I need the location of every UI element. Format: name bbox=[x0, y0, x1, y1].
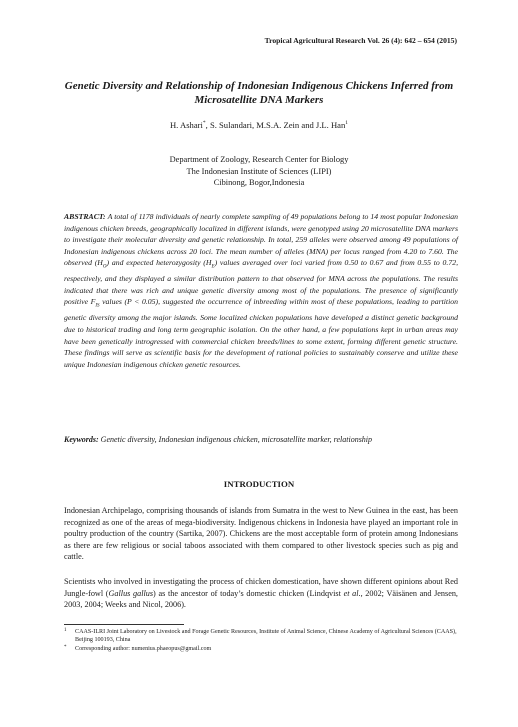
author-first-mark: * bbox=[202, 120, 206, 127]
abstract-text: A total of 1178 individuals of nearly complete sampling of 49 populations belong to 14 most popular Indonesian indigenous chicken breeds, geographically localized in different islands, were genotyped using 20 microsatellite DNA markers to investigate their molecular diversity and genetic relationship. In total, 259 alleles were observed among 49 populations of Indonesian indigenous chickens across 20 loci. The mean number of alleles (MNA) per locus ranged from 4.20 to 7.60. The observed (H bbox=[64, 212, 458, 268]
affiliation-line: Department of Zoology, Research Center for Biology bbox=[169, 155, 349, 164]
intro-text: Scientists who involved in investigating the process of chicken domestication, have shown different opinions about Red Jungle-fowl ( bbox=[64, 577, 458, 598]
abstract-subscript: O bbox=[102, 264, 107, 270]
affiliation-line: The Indonesian Institute of Sciences (LIPI) bbox=[186, 166, 332, 176]
intro-italic: Gallus gallus bbox=[108, 588, 154, 598]
section-heading: INTRODUCTION bbox=[223, 479, 295, 489]
footnote bbox=[64, 628, 458, 645]
footnote-mark: 1 bbox=[64, 628, 67, 633]
keywords-label: Keywords: bbox=[64, 435, 99, 444]
abstract-text: ) values averaged over loci varied from 0.50 to 0.67 and from 0.55 to 0.72, respectively, and they displayed a similar distribution pattern to that observed for MNA across the populations. The results indicated that there was rich and unique genetic diversity among most of the populations. The presence of significantly positive F bbox=[64, 258, 459, 307]
intro-paragraph bbox=[64, 576, 458, 611]
journal-header: Tropical Agricultural Research Vol. 26 (4): 642 – 654 (2015) bbox=[264, 36, 457, 45]
intro-text: ., 2002; Väisänen and Jensen, 2003, 2004; Weeks and Nicol, 2006). bbox=[64, 588, 458, 610]
footnote-text: CAAS-ILRI Joint Laboratory on Livestock and Forage Genetic Resources, Institute of Animal Science, Chinese Academy of Agricultural Sciences (CAAS), Beijing 100193, China bbox=[75, 629, 457, 644]
footnote-mark: * bbox=[64, 645, 67, 650]
footnote-text: Corresponding author: numenius.phaeopus@gmail.com bbox=[75, 646, 212, 652]
intro-text: ) as the ancestor of today’s domestic chicken (Lindqvist bbox=[153, 588, 344, 598]
abstract bbox=[64, 211, 458, 370]
abstract-subscript: E bbox=[211, 264, 215, 270]
author-rest-mark: 1 bbox=[345, 120, 349, 127]
affiliation bbox=[60, 154, 458, 189]
keywords-text: Genetic diversity, Indonesian indigenous chicken, microsatellite marker, relationship bbox=[98, 435, 373, 444]
abstract-label: ABSTRACT: bbox=[64, 212, 106, 221]
affiliation-line: Cibinong, Bogor,Indonesia bbox=[213, 178, 305, 187]
footnote bbox=[64, 645, 458, 653]
intro-italic: et al bbox=[343, 588, 359, 598]
author-first: H. Ashari bbox=[169, 120, 203, 130]
abstract-text: ) and expected heterozygosity (H bbox=[106, 258, 212, 268]
abstract-subscript: IS bbox=[95, 303, 100, 309]
abstract-text: values (P < 0.05), suggested the occurrence of inbreeding within most of these populations, leading to partition genetic diversity among the major islands. Some localized chicken populations have developed a distinct genetic background due to historical trading and long term geographic isolation. On the other hand, a few populations kept in urban areas may have been genetically introgressed with commercial chicken breeds/lines to some extent, forming different genetic structure. These findings will serve as scientific basis for the development of rational policies to sustainably conserve and utilize these unique Indonesian indigenous chicken genetic resources. bbox=[64, 297, 458, 369]
footnote-divider bbox=[64, 624, 184, 625]
author-list bbox=[60, 120, 458, 130]
intro-paragraph: Indonesian Archipelago, comprising thousands of islands from Sumatra in the west to New Guinea in the east, has been recognized as one of the areas of mega-biodiversity. Indigenous chickens in Indonesia have played an important role in poultry production of the country (Sartika, 2007). Chickens are the most acceptable form of protein among Indonesians as there are few religious or social taboos associated with them compared to other livestock species such as pig and cattle. bbox=[64, 506, 458, 562]
author-rest: , S. Sulandari, M.S.A. Zein and J.L. Han bbox=[205, 120, 346, 130]
keywords bbox=[64, 434, 458, 446]
paper-title: Genetic Diversity and Relationship of Indonesian Indigenous Chickens Inferred from Microsatellite DNA Markers bbox=[64, 80, 454, 106]
